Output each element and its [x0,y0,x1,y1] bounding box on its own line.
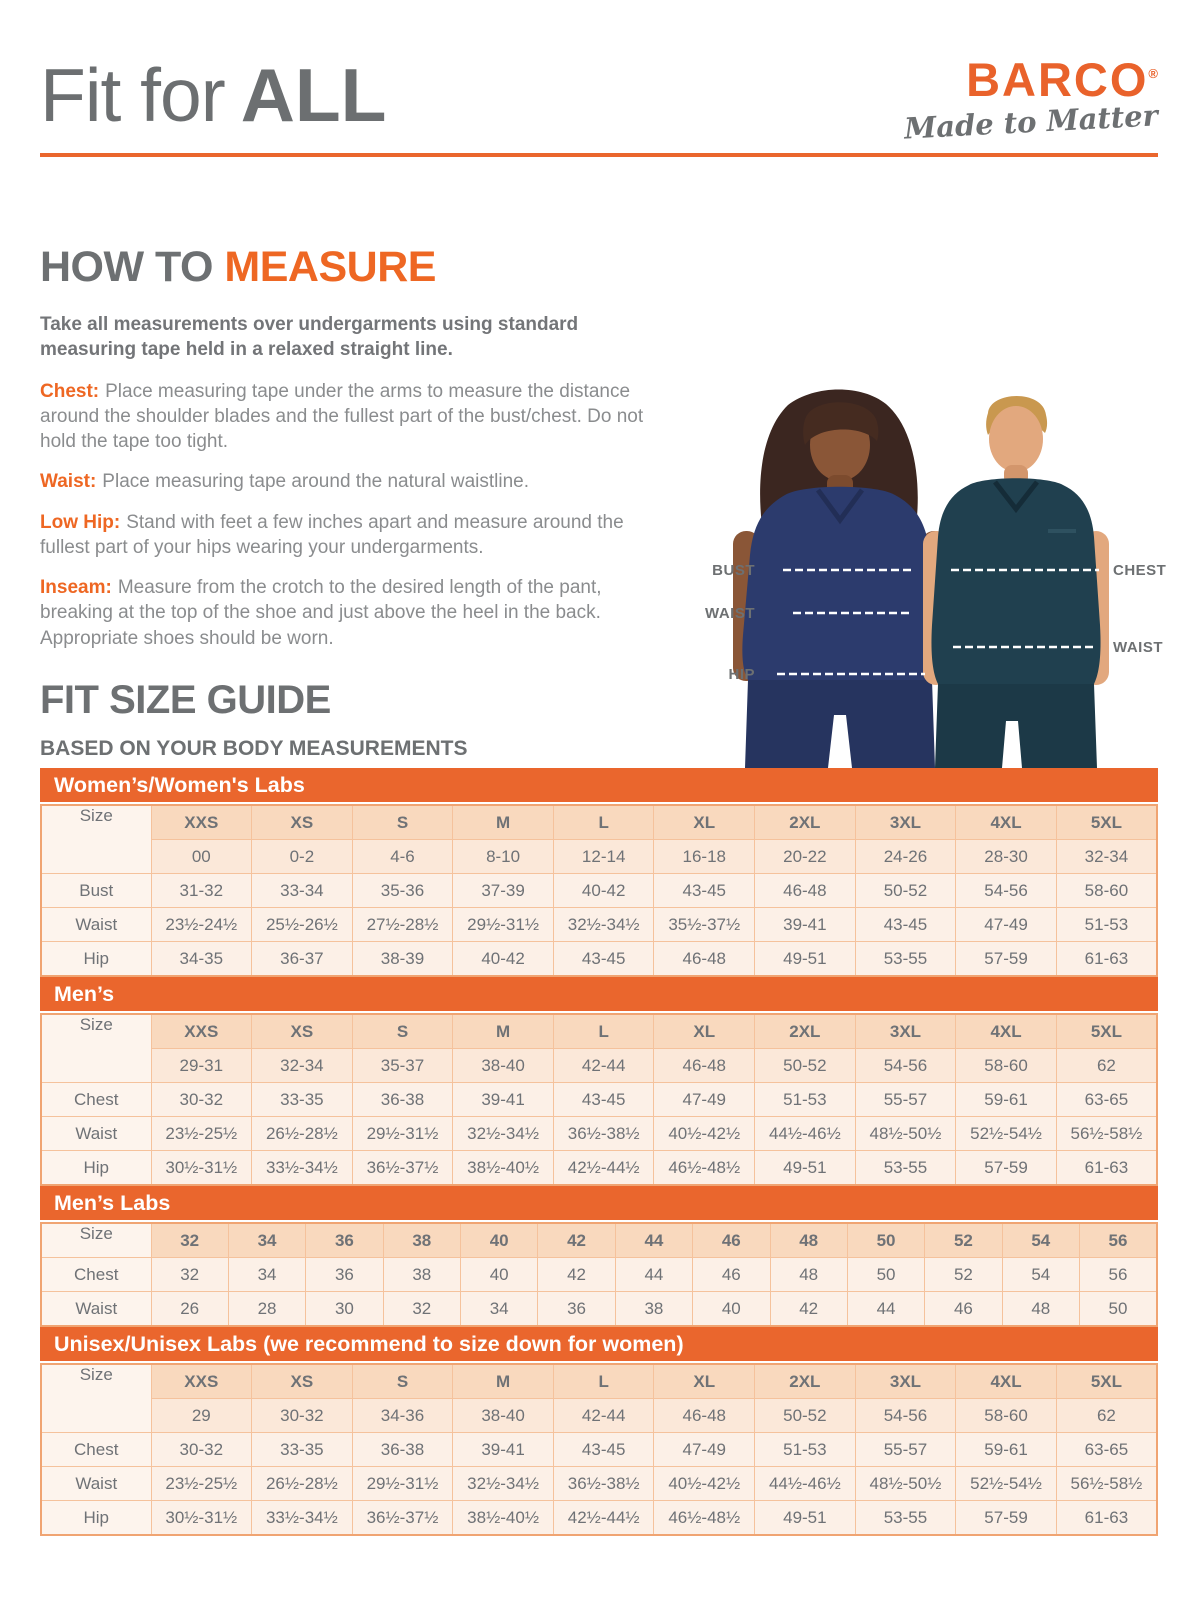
measurement-value-cell: 26½-28½ [252,1117,353,1151]
measurement-value-cell: 61-63 [1056,942,1157,977]
numeric-size-cell: 38-40 [453,1399,554,1433]
size-header-cell: 34 [228,1223,305,1258]
size-header-cell: 2XL [755,1364,856,1399]
chest-measure-label: CHEST [1113,562,1167,579]
numeric-size-cell: 42-44 [553,1049,654,1083]
measurement-value-cell: 23½-25½ [151,1117,252,1151]
measurement-value-cell: 39-41 [453,1083,554,1117]
measurement-row-label: Hip [41,942,151,977]
numeric-size-cell: 29-31 [151,1049,252,1083]
size-header-cell: 40 [461,1223,538,1258]
measurement-value-cell: 33-35 [252,1433,353,1467]
measurement-row-waist [41,908,1157,942]
size-header-cell: XS [252,1364,353,1399]
measure-step-inseam: Inseam: Measure from the crotch to the desired length of the pant, breaking at the top of the shoe and just above the heel in the back. Appropriate shoes should be worn. [40,577,602,649]
bust-measure-label: BUST [712,562,755,579]
size-header-cell: S [352,805,453,840]
measurement-value-cell: 53-55 [855,942,956,977]
measurement-value-cell: 40½-42½ [654,1467,755,1501]
measurement-value-cell: 33½-34½ [252,1501,353,1536]
numeric-size-cell: 8-10 [453,840,554,874]
size-header-cell: XS [252,805,353,840]
measurement-value-cell: 36-38 [352,1083,453,1117]
measurement-value-cell: 30-32 [151,1083,252,1117]
measurement-value-cell: 53-55 [855,1151,956,1186]
size-row-label: Size [41,1014,151,1083]
measurement-value-cell: 32½-34½ [553,908,654,942]
numeric-size-cell: 35-37 [352,1049,453,1083]
size-header-cell: 32 [151,1223,228,1258]
measurement-row-label: Bust [41,874,151,908]
barco-logo [903,53,1159,146]
size-table-mens-labs [40,1222,1158,1327]
measurement-row-hip [41,942,1157,977]
measurement-value-cell: 23½-25½ [151,1467,252,1501]
measurement-value-cell: 52 [925,1258,1002,1292]
fit-size-guide-subheading: BASED ON YOUR BODY MEASUREMENTS [40,737,468,760]
size-header-cell: XXS [151,1364,252,1399]
measurement-row-label: Chest [41,1083,151,1117]
measurement-value-cell: 54 [1002,1258,1079,1292]
measurement-value-cell: 34 [461,1292,538,1327]
measurement-value-cell: 38 [383,1258,460,1292]
measurement-value-cell: 43-45 [855,908,956,942]
numeric-size-cell: 24-26 [855,840,956,874]
measurement-value-cell: 36½-37½ [352,1501,453,1536]
size-header-cell: S [352,1014,453,1049]
numeric-size-cell: 38-40 [453,1049,554,1083]
measurement-row-label: Hip [41,1501,151,1536]
numeric-size-cell: 54-56 [855,1049,956,1083]
measurement-value-cell: 33-35 [252,1083,353,1117]
measurement-value-cell: 25½-26½ [252,908,353,942]
numeric-size-cell: 50-52 [755,1399,856,1433]
measurement-value-cell: 40½-42½ [654,1117,755,1151]
measurement-value-cell: 46½-48½ [654,1151,755,1186]
size-header-cell: 52 [925,1223,1002,1258]
numeric-size-cell: 16-18 [654,840,755,874]
numeric-size-cell: 34-36 [352,1399,453,1433]
measurement-row-hip [41,1501,1157,1536]
size-header-cell: L [553,805,654,840]
barco-logo-wordmark: BARCO® [966,53,1158,106]
measurement-row-bust [41,874,1157,908]
measurement-value-cell: 39-41 [453,1433,554,1467]
measurement-value-cell: 32½-34½ [453,1467,554,1501]
page-title-bold: ALL [240,53,387,137]
registered-trademark-icon: ® [1148,66,1158,81]
measurement-value-cell: 56 [1080,1258,1158,1292]
page-title [40,52,386,138]
size-header-cell: L [553,1364,654,1399]
measurement-value-cell: 43-45 [553,942,654,977]
numeric-size-cell: 62 [1056,1049,1157,1083]
numeric-size-cell: 58-60 [956,1399,1057,1433]
numeric-size-cell: 30-32 [252,1399,353,1433]
measurement-value-cell: 38½-40½ [453,1151,554,1186]
measure-step-inseam-label: Inseam: [40,577,112,599]
measurement-value-cell: 55-57 [855,1083,956,1117]
numeric-size-cell: 50-52 [755,1049,856,1083]
measurement-value-cell: 47-49 [956,908,1057,942]
numeric-size-cell: 0-2 [252,840,353,874]
measurement-value-cell: 30½-31½ [151,1501,252,1536]
measurement-value-cell: 43-45 [553,1433,654,1467]
measurement-row-hip [41,1151,1157,1186]
measurement-row-chest [41,1258,1157,1292]
measurement-value-cell: 57-59 [956,1151,1057,1186]
measurement-value-cell: 52½-54½ [956,1117,1057,1151]
measurement-value-cell: 39-41 [755,908,856,942]
measurement-row-label: Hip [41,1151,151,1186]
measurement-value-cell: 59-61 [956,1433,1057,1467]
measurement-value-cell: 55-57 [855,1433,956,1467]
size-row-label: Size [41,805,151,874]
measurement-value-cell: 36 [306,1258,383,1292]
numeric-size-cell: 62 [1056,1399,1157,1433]
size-header-cell: 46 [693,1223,770,1258]
measurement-value-cell: 56½-58½ [1056,1467,1157,1501]
measurement-row-label: Waist [41,1292,151,1327]
how-to-measure-heading-accent: MEASURE [224,243,436,291]
measurement-value-cell: 26 [151,1292,228,1327]
size-header-cell: 5XL [1056,1014,1157,1049]
measurement-value-cell: 26½-28½ [252,1467,353,1501]
measurement-value-cell: 34-35 [151,942,252,977]
measurement-value-cell: 59-61 [956,1083,1057,1117]
measurement-value-cell: 42½-44½ [553,1501,654,1536]
measurement-value-cell: 61-63 [1056,1501,1157,1536]
size-header-cell: XXS [151,805,252,840]
measurement-value-cell: 52½-54½ [956,1467,1057,1501]
measurement-value-cell: 49-51 [755,1501,856,1536]
size-header-cell: 2XL [755,805,856,840]
measurement-value-cell: 44 [847,1292,924,1327]
measurement-value-cell: 50 [1080,1292,1158,1327]
numeric-size-cell: 46-48 [654,1049,755,1083]
measurement-value-cell: 30-32 [151,1433,252,1467]
measurement-value-cell: 46½-48½ [654,1501,755,1536]
measurement-value-cell: 46-48 [755,874,856,908]
size-header-cell: 3XL [855,1364,956,1399]
measurement-value-cell: 43-45 [553,1083,654,1117]
measurement-value-cell: 30 [306,1292,383,1327]
size-header-cell: 44 [615,1223,692,1258]
measurement-value-cell: 29½-31½ [352,1467,453,1501]
measurement-value-cell: 48 [770,1258,847,1292]
measurement-value-cell: 51-53 [1056,908,1157,942]
size-header-cell: 56 [1080,1223,1158,1258]
measurement-value-cell: 32 [151,1258,228,1292]
measurement-value-cell: 53-55 [855,1501,956,1536]
size-header-cell: 36 [306,1223,383,1258]
size-header-cell: 42 [538,1223,615,1258]
size-header-cell: 3XL [855,805,956,840]
size-header-cell: S [352,1364,453,1399]
measurement-value-cell: 63-65 [1056,1083,1157,1117]
measurement-row-label: Waist [41,1467,151,1501]
measure-step-lowhip: Low Hip: Stand with feet a few inches apart and measure around the fullest part of your hips wearing your undergarments. [40,511,624,558]
measurement-value-cell: 51-53 [755,1083,856,1117]
size-header-cell: 2XL [755,1014,856,1049]
numeric-size-cell: 58-60 [956,1049,1057,1083]
measurement-value-cell: 29½-31½ [352,1117,453,1151]
measurement-row-label: Chest [41,1433,151,1467]
measurement-value-cell: 44½-46½ [755,1117,856,1151]
size-header-cell: XL [654,1014,755,1049]
waist-left-measure-label: WAIST [705,605,755,622]
barco-tagline: Made to Matter [903,98,1159,146]
size-header-cell: 3XL [855,1014,956,1049]
measurement-value-cell: 32½-34½ [453,1117,554,1151]
hip-measure-label: HIP [728,666,755,683]
measurement-value-cell: 57-59 [956,942,1057,977]
size-header-cell: 4XL [956,1364,1057,1399]
size-header-cell: XL [654,1364,755,1399]
measurement-row-label: Waist [41,1117,151,1151]
size-table-womens [40,804,1158,977]
size-header-cell: XL [654,805,755,840]
numeric-size-cell: 4-6 [352,840,453,874]
measurement-value-cell: 63-65 [1056,1433,1157,1467]
size-header-cell: M [453,805,554,840]
numeric-size-cell: 00 [151,840,252,874]
size-header-cell: 5XL [1056,1364,1157,1399]
measurement-row-label: Waist [41,908,151,942]
measurement-value-cell: 44 [615,1258,692,1292]
measurement-value-cell: 42 [538,1258,615,1292]
size-header-cell: M [453,1364,554,1399]
measurement-value-cell: 57-59 [956,1501,1057,1536]
measure-intro-text: Take all measurements over undergarments using standard measuring tape held in a relaxed straight line. [40,314,579,361]
size-header-cell: 4XL [956,1014,1057,1049]
measurement-value-cell: 37-39 [453,874,554,908]
numeric-size-cell: 46-48 [654,1399,755,1433]
measurement-value-cell: 47-49 [654,1433,755,1467]
measurement-value-cell: 54-56 [956,874,1057,908]
measurement-value-cell: 27½-28½ [352,908,453,942]
table-banner-womens: Women’s/Women's Labs [40,768,1158,802]
measurement-value-cell: 38½-40½ [453,1501,554,1536]
measurement-value-cell: 30½-31½ [151,1151,252,1186]
measurement-value-cell: 42 [770,1292,847,1327]
fit-size-guide-heading: FIT SIZE GUIDE [40,678,331,722]
table-banner-unisex: Unisex/Unisex Labs (we recommend to size down for women) [40,1327,1158,1361]
measurement-value-cell: 48½-50½ [855,1467,956,1501]
measurement-value-cell: 31-32 [151,874,252,908]
measurement-value-cell: 36 [538,1292,615,1327]
measurement-row-waist [41,1292,1157,1327]
measurement-value-cell: 40 [693,1292,770,1327]
measurement-value-cell: 47-49 [654,1083,755,1117]
size-header-cell: 4XL [956,805,1057,840]
measurement-value-cell: 56½-58½ [1056,1117,1157,1151]
numeric-size-cell: 32-34 [1056,840,1157,874]
measurement-value-cell: 40-42 [453,942,554,977]
size-row-label: Size [41,1223,151,1258]
size-row-label: Size [41,1364,151,1433]
numeric-size-cell: 12-14 [553,840,654,874]
waist-right-measure-label: WAIST [1113,639,1163,656]
size-header-cell: XS [252,1014,353,1049]
measurement-value-cell: 46 [693,1258,770,1292]
size-header-cell: 5XL [1056,805,1157,840]
measurement-value-cell: 34 [228,1258,305,1292]
measurement-value-cell: 49-51 [755,942,856,977]
size-header-cell: 48 [770,1223,847,1258]
measurement-value-cell: 33-34 [252,874,353,908]
measurement-value-cell: 42½-44½ [553,1151,654,1186]
numeric-size-cell: 42-44 [553,1399,654,1433]
measurement-value-cell: 49-51 [755,1151,856,1186]
numeric-size-cell: 32-34 [252,1049,353,1083]
measurement-value-cell: 29½-31½ [453,908,554,942]
measurement-value-cell: 51-53 [755,1433,856,1467]
measurement-value-cell: 48 [1002,1292,1079,1327]
measurement-value-cell: 36-38 [352,1433,453,1467]
measurement-value-cell: 38-39 [352,942,453,977]
size-header-cell: 54 [1002,1223,1079,1258]
size-header-cell: 50 [847,1223,924,1258]
measurement-value-cell: 36½-37½ [352,1151,453,1186]
page-title-light: Fit for [40,53,225,137]
measurement-value-cell: 35-36 [352,874,453,908]
measure-step-waist: Waist: Place measuring tape around the natural waistline. [40,471,529,493]
numeric-size-cell: 20-22 [755,840,856,874]
measurement-value-cell: 33½-34½ [252,1151,353,1186]
numeric-size-cell: 28-30 [956,840,1057,874]
measurement-value-cell: 61-63 [1056,1151,1157,1186]
size-header-cell: XXS [151,1014,252,1049]
measurement-value-cell: 44½-46½ [755,1467,856,1501]
numeric-size-cell: 29 [151,1399,252,1433]
size-tables-container [40,768,1158,1536]
measurement-value-cell: 48½-50½ [855,1117,956,1151]
measurement-row-label: Chest [41,1258,151,1292]
measurement-value-cell: 36½-38½ [553,1467,654,1501]
measure-step-lowhip-label: Low Hip: [40,511,121,533]
measurement-value-cell: 28 [228,1292,305,1327]
measurement-value-cell: 40-42 [553,874,654,908]
measurement-row-chest [41,1083,1157,1117]
table-banner-mens-labs: Men’s Labs [40,1186,1158,1220]
measurement-value-cell: 35½-37½ [654,908,755,942]
measurement-value-cell: 46 [925,1292,1002,1327]
size-header-cell: M [453,1014,554,1049]
measurement-value-cell: 58-60 [1056,874,1157,908]
measurement-value-cell: 36-37 [252,942,353,977]
measurement-row-waist [41,1117,1157,1151]
measurement-row-chest [41,1433,1157,1467]
size-table-mens [40,1013,1158,1186]
measure-step-chest: Chest: Place measuring tape under the arms to measure the distance around the shoulder blades and the fullest part of the bust/chest. Do not hold the tape too tight. [40,380,644,453]
header-divider [40,153,1158,157]
measure-step-waist-label: Waist: [40,471,97,493]
measurement-value-cell: 23½-24½ [151,908,252,942]
size-header-cell: L [553,1014,654,1049]
how-to-measure-heading: HOW TO MEASURE [40,243,436,291]
measure-step-chest-label: Chest: [40,380,100,402]
measurement-value-cell: 50-52 [855,874,956,908]
measurement-value-cell: 50 [847,1258,924,1292]
size-header-cell: 38 [383,1223,460,1258]
fit-models-photo [655,383,1175,768]
size-table-unisex [40,1363,1158,1536]
measurement-value-cell: 38 [615,1292,692,1327]
numeric-size-cell: 54-56 [855,1399,956,1433]
measurement-value-cell: 40 [461,1258,538,1292]
measurement-row-waist [41,1467,1157,1501]
measurement-value-cell: 36½-38½ [553,1117,654,1151]
how-to-measure-section [40,243,668,666]
measurement-value-cell: 46-48 [654,942,755,977]
table-banner-mens: Men’s [40,977,1158,1011]
measurement-value-cell: 32 [383,1292,460,1327]
measurement-value-cell: 43-45 [654,874,755,908]
